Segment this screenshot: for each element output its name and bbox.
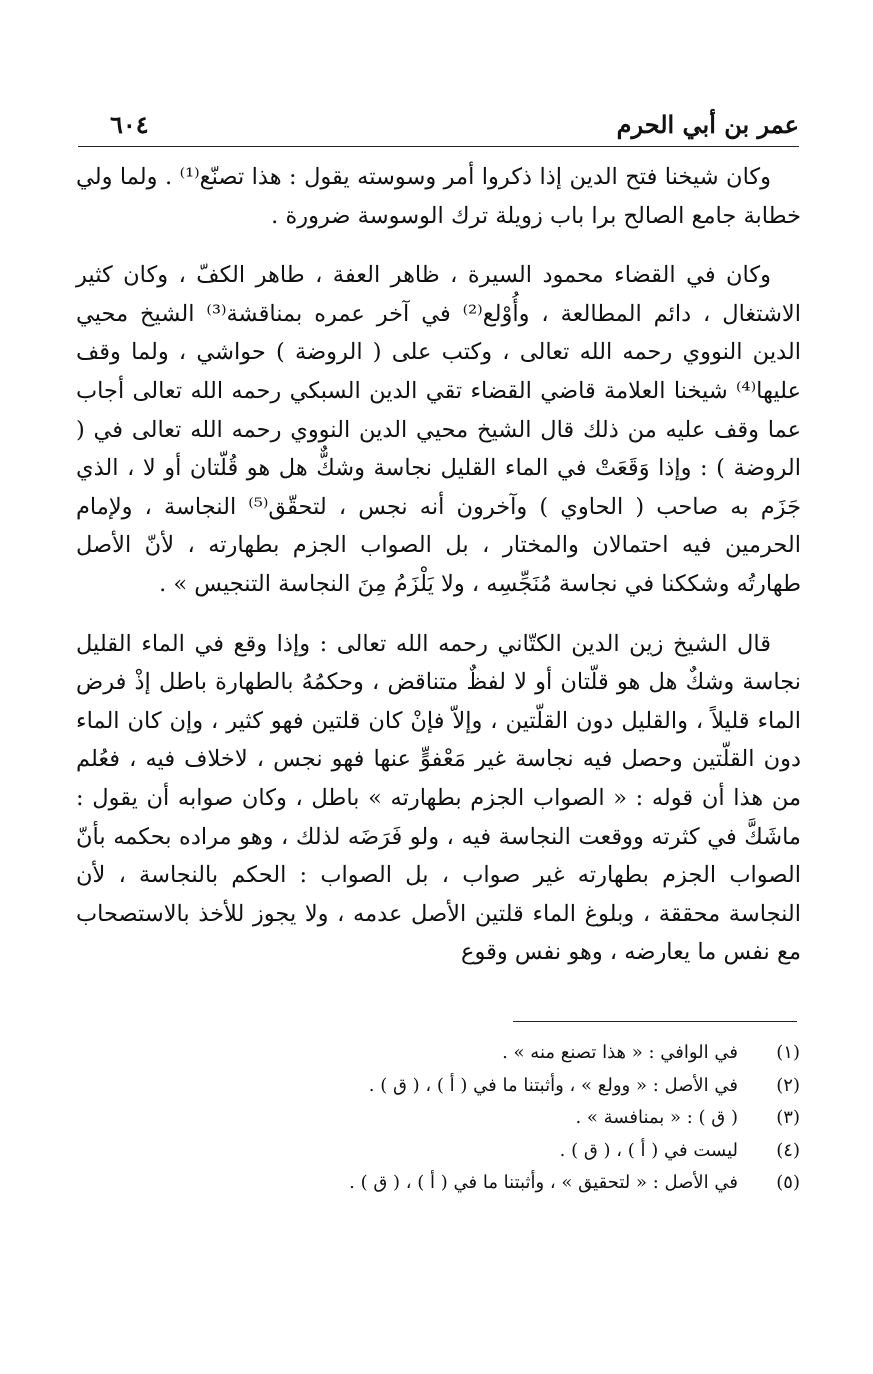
- running-title: عمر بن أبي الحرم: [616, 110, 799, 139]
- page-number: ٦٠٤: [110, 110, 149, 139]
- footnote-item: [80, 1102, 800, 1135]
- footnote-number: (١): [776, 1042, 800, 1063]
- paragraph-1: وكان شيخنا فتح الدين إذا ذكروا أمر وسوسته يقول : هذا تصنّع⁽¹⁾ . ولما ولي خطابة جامع الصالح برا باب زويلة ترك الوسوسة ضرورة .: [76, 164, 801, 229]
- footnotes: [80, 1037, 800, 1200]
- paragraph-2: وكان في القضاء محمود السيرة ، ظاهر العفة ، طاهر الكفّ ، وكان كثير الاشتغال ، دائم المطالعة ، وأُوْلع⁽²⁾ في آخر عمره بمناقشة⁽³⁾ الشيخ محيي الدين النووي رحمه الله تعالى ، وكتب على ( الروضة ) حواشي ، ولما وقف عليها⁽⁴⁾ شيخنا العلامة قاضي القضاء تقي الدين السبكي رحمه الله تعالى أجاب عما وقف عليه من ذلك قال الشيخ محيي الدين النووي رحمه الله تعالى في ( الروضة ) : وإذا وَقَعَتْ في الماء القليل نجاسة وشكٌّ هل هو قُلّتان أو لا ، الذي جَزَم به صاحب ( الحاوي ) وآخرون أنه نجس ، لتحقّق⁽⁵⁾ النجاسة ، ولإمام الحرمين فيه احتمالان والمختار ، بل الصواب الجزم بطهارته ، لأنّ الأصل طهارتُه وشككنا في نجاسة مُنَجِّسِه ، ولا يَلْزَمُ مِنَ النجاسة التنجيس » .: [76, 262, 801, 597]
- footnote-number: (٣): [776, 1107, 800, 1128]
- running-header: [78, 104, 799, 144]
- footnote-text: في الأصل : « وولع » ، وأثبتنا ما في ( أ ) ، ( ق ) .: [368, 1074, 738, 1096]
- footnote-text: في الوافي : « هذا تصنع منه » .: [502, 1042, 738, 1063]
- paragraph-3: قال الشيخ زين الدين الكتّاني رحمه الله تعالى : وإذا وقع في الماء القليل نجاسة وشكٌ هل هو قلّتان أو لا لفظٌ متناقض ، وحكمُهُ بالطهارة باطل إذْ فرض الماء قليلاً ، والقليل دون القلّتين ، وإلاّ فإنْ كان قلتين فهو كثير ، وإن كان الماء دون القلّتين وحصل فيه نجاسة غير مَعْفوٍّ عنها فهو نجس ، لاخلاف فيه ، فعُلم من هذا أن قوله : « الصواب الجزم بطهارته » باطل ، وكان صوابه أن يقول : ماشَكَّ في كثرته ووقعت النجاسة فيه ، ولو فَرَضَه لذلك ، وهو مراده بحكمه بأنّ الصواب الجزم بطهارته غير صواب ، بل الصواب : الحكم بالنجاسة ، لأن النجاسة محققة ، وبلوغ الماء قلتين الأصل عدمه ، ولا يجوز للأخذ بالاستصحاب مع نفس ما يعارضه ، وهو نفس وقوع: [76, 630, 801, 966]
- footnote-item: [80, 1037, 800, 1070]
- footnote-text: ليست في ( أ ) ، ( ق ) .: [559, 1139, 738, 1161]
- footnote-number: (٢): [776, 1074, 800, 1096]
- body-text: [76, 158, 801, 972]
- footnote-number: (٥): [776, 1172, 800, 1193]
- footnote-item: [80, 1135, 800, 1168]
- footnote-text: في الأصل : « لتحقيق » ، وأثبتنا ما في ( أ ) ، ( ق ) .: [349, 1172, 738, 1193]
- footnote-item: [80, 1167, 800, 1200]
- header-divider: [78, 146, 799, 147]
- footnote-item: [80, 1070, 800, 1103]
- footnote-text: ( ق ) : « بمنافسة » .: [575, 1107, 738, 1128]
- footnote-number: (٤): [776, 1139, 800, 1161]
- footnote-divider: [513, 1021, 797, 1022]
